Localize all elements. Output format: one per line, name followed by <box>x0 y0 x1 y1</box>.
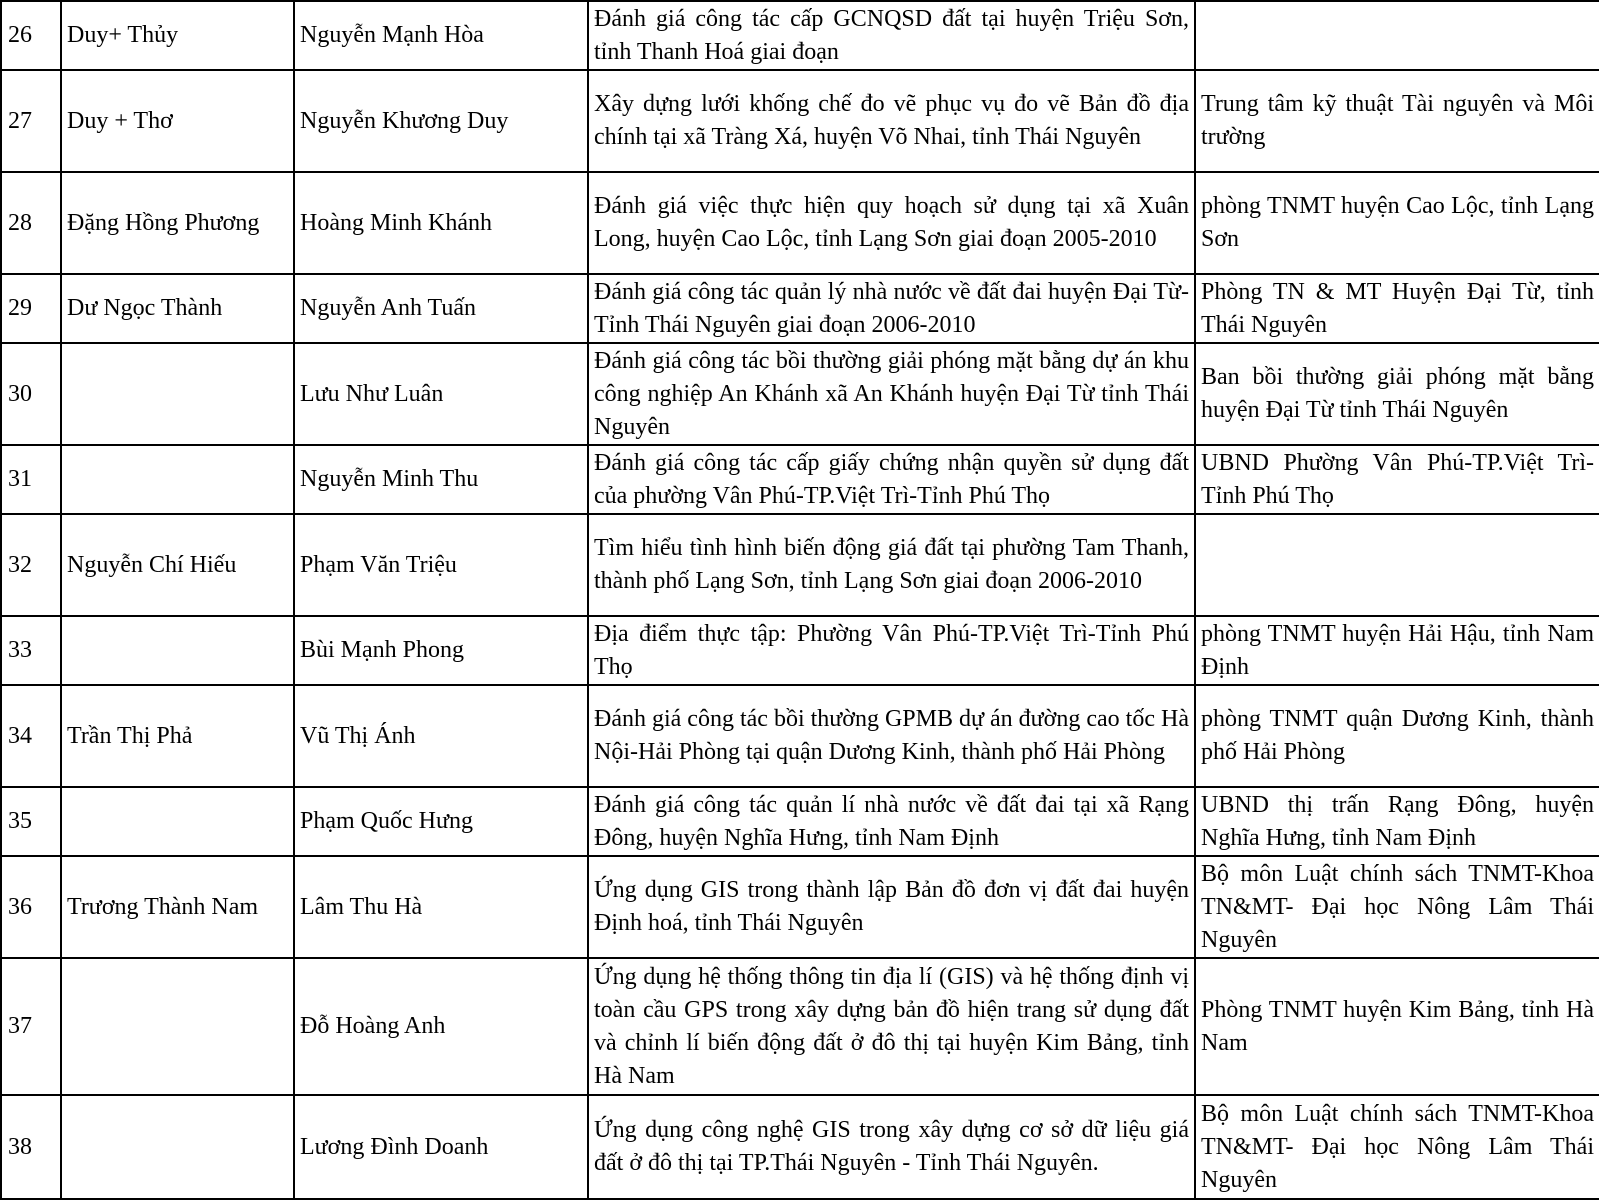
place-cell: Phòng TN & MT Huyện Đại Từ, tỉnh Thái Nguyên <box>1195 274 1599 343</box>
table-row <box>1 1 1599 70</box>
place-cell: Phòng TNMT huyện Kim Bảng, tỉnh Hà Nam <box>1195 958 1599 1095</box>
place-cell: phòng TNMT huyện Hải Hậu, tỉnh Nam Định <box>1195 616 1599 685</box>
student-cell: Lương Đình Doanh <box>294 1095 588 1199</box>
student-cell: Bùi Mạnh Phong <box>294 616 588 685</box>
row-number: 31 <box>1 445 61 514</box>
row-number: 33 <box>1 616 61 685</box>
place-cell: Bộ môn Luật chính sách TNMT-Khoa TN&MT- Đại học Nông Lâm Thái Nguyên <box>1195 1095 1599 1199</box>
place-cell: phòng TNMT quận Dương Kinh, thành phố Hải Phòng <box>1195 685 1599 787</box>
row-number: 26 <box>1 1 61 70</box>
topic-cell: Đánh giá công tác bồi thường giải phóng mặt bằng dự án khu công nghiệp An Khánh xã An Khánh huyện Đại Từ tỉnh Thái Nguyên <box>588 343 1195 445</box>
row-number: 28 <box>1 172 61 274</box>
supervisor-cell: Trương Thành Nam <box>61 856 294 958</box>
table-row <box>1 343 1599 445</box>
student-cell: Lưu Như Luân <box>294 343 588 445</box>
row-number: 35 <box>1 787 61 856</box>
table-row <box>1 445 1599 514</box>
place-cell: Ban bồi thường giải phóng mặt bằng huyện Đại Từ tỉnh Thái Nguyên <box>1195 343 1599 445</box>
student-cell: Nguyễn Mạnh Hòa <box>294 1 588 70</box>
topic-cell: Ứng dụng hệ thống thông tin địa lí (GIS) và hệ thống định vị toàn cầu GPS trong xây dựng bản đồ hiện trang sử dụng đất và chỉnh lí biến động đất ở đô thị tại huyện Kim Bảng, tỉnh Hà Nam <box>588 958 1195 1095</box>
table-row <box>1 958 1599 1095</box>
topic-cell: Ứng dụng GIS trong thành lập Bản đồ đơn vị đất đai huyện Định hoá, tỉnh Thái Nguyên <box>588 856 1195 958</box>
supervisor-cell: Trần Thị Phả <box>61 685 294 787</box>
supervisor-cell: Duy+ Thủy <box>61 1 294 70</box>
place-cell: phòng TNMT huyện Cao Lộc, tỉnh Lạng Sơn <box>1195 172 1599 274</box>
table-row <box>1 274 1599 343</box>
row-number: 38 <box>1 1095 61 1199</box>
topic-cell: Đánh giá công tác quản lý nhà nước về đất đai huyện Đại Từ-Tỉnh Thái Nguyên giai đoạn 2006-2010 <box>588 274 1195 343</box>
table-row <box>1 616 1599 685</box>
topic-cell: Địa điểm thực tập: Phường Vân Phú-TP.Việt Trì-Tỉnh Phú Thọ <box>588 616 1195 685</box>
student-cell: Đỗ Hoàng Anh <box>294 958 588 1095</box>
topic-cell: Đánh giá công tác cấp giấy chứng nhận quyền sử dụng đất của phường Vân Phú-TP.Việt Trì-Tỉnh Phú Thọ <box>588 445 1195 514</box>
student-cell: Hoàng Minh Khánh <box>294 172 588 274</box>
topic-cell: Tìm hiểu tình hình biến động giá đất tại phường Tam Thanh, thành phố Lạng Sơn, tỉnh Lạng Sơn giai đoạn 2006-2010 <box>588 514 1195 616</box>
table-row <box>1 70 1599 172</box>
place-cell: Bộ môn Luật chính sách TNMT-Khoa TN&MT- Đại học Nông Lâm Thái Nguyên <box>1195 856 1599 958</box>
topic-cell: Đánh giá công tác bồi thường GPMB dự án đường cao tốc Hà Nội-Hải Phòng tại quận Dương Kinh, thành phố Hải Phòng <box>588 685 1195 787</box>
student-cell: Nguyễn Anh Tuấn <box>294 274 588 343</box>
supervisor-cell: Duy + Thơ <box>61 70 294 172</box>
student-cell: Lâm Thu Hà <box>294 856 588 958</box>
row-number: 36 <box>1 856 61 958</box>
table-row <box>1 787 1599 856</box>
topic-cell: Xây dựng lưới khống chế đo vẽ phục vụ đo vẽ Bản đồ địa chính tại xã Tràng Xá, huyện Võ Nhai, tỉnh Thái Nguyên <box>588 70 1195 172</box>
row-number: 34 <box>1 685 61 787</box>
table-row <box>1 1095 1599 1199</box>
supervisor-cell <box>61 1095 294 1199</box>
supervisor-cell: Đặng Hồng Phương <box>61 172 294 274</box>
topic-cell: Đánh giá công tác quản lí nhà nước về đất đai tại xã Rạng Đông, huyện Nghĩa Hưng, tỉnh Nam Định <box>588 787 1195 856</box>
student-cell: Nguyễn Minh Thu <box>294 445 588 514</box>
supervisor-cell <box>61 958 294 1095</box>
student-cell: Nguyễn Khương Duy <box>294 70 588 172</box>
place-cell: UBND Phường Vân Phú-TP.Việt Trì-Tỉnh Phú Thọ <box>1195 445 1599 514</box>
table-row <box>1 856 1599 958</box>
row-number: 27 <box>1 70 61 172</box>
supervisor-cell <box>61 343 294 445</box>
supervisor-cell <box>61 787 294 856</box>
topic-cell: Ứng dụng công nghệ GIS trong xây dựng cơ sở dữ liệu giá đất ở đô thị tại TP.Thái Nguyên - Tỉnh Thái Nguyên. <box>588 1095 1195 1199</box>
supervisor-cell <box>61 445 294 514</box>
student-cell: Phạm Quốc Hưng <box>294 787 588 856</box>
table-row <box>1 685 1599 787</box>
topic-cell: Đánh giá việc thực hiện quy hoạch sử dụng tại xã Xuân Long, huyện Cao Lộc, tỉnh Lạng Sơn giai đoạn 2005-2010 <box>588 172 1195 274</box>
place-cell <box>1195 1 1599 70</box>
table-row <box>1 514 1599 616</box>
row-number: 29 <box>1 274 61 343</box>
topic-cell: Đánh giá công tác cấp GCNQSD đất tại huyện Triệu Sơn, tỉnh Thanh Hoá giai đoạn <box>588 1 1195 70</box>
student-cell: Vũ Thị Ánh <box>294 685 588 787</box>
place-cell: Trung tâm kỹ thuật Tài nguyên và Môi trường <box>1195 70 1599 172</box>
place-cell: UBND thị trấn Rạng Đông, huyện Nghĩa Hưng, tỉnh Nam Định <box>1195 787 1599 856</box>
place-cell <box>1195 514 1599 616</box>
row-number: 32 <box>1 514 61 616</box>
row-number: 37 <box>1 958 61 1095</box>
supervisor-cell: Nguyễn Chí Hiếu <box>61 514 294 616</box>
row-number: 30 <box>1 343 61 445</box>
student-cell: Phạm Văn Triệu <box>294 514 588 616</box>
table-row <box>1 172 1599 274</box>
supervisor-cell <box>61 616 294 685</box>
supervisor-cell: Dư Ngọc Thành <box>61 274 294 343</box>
